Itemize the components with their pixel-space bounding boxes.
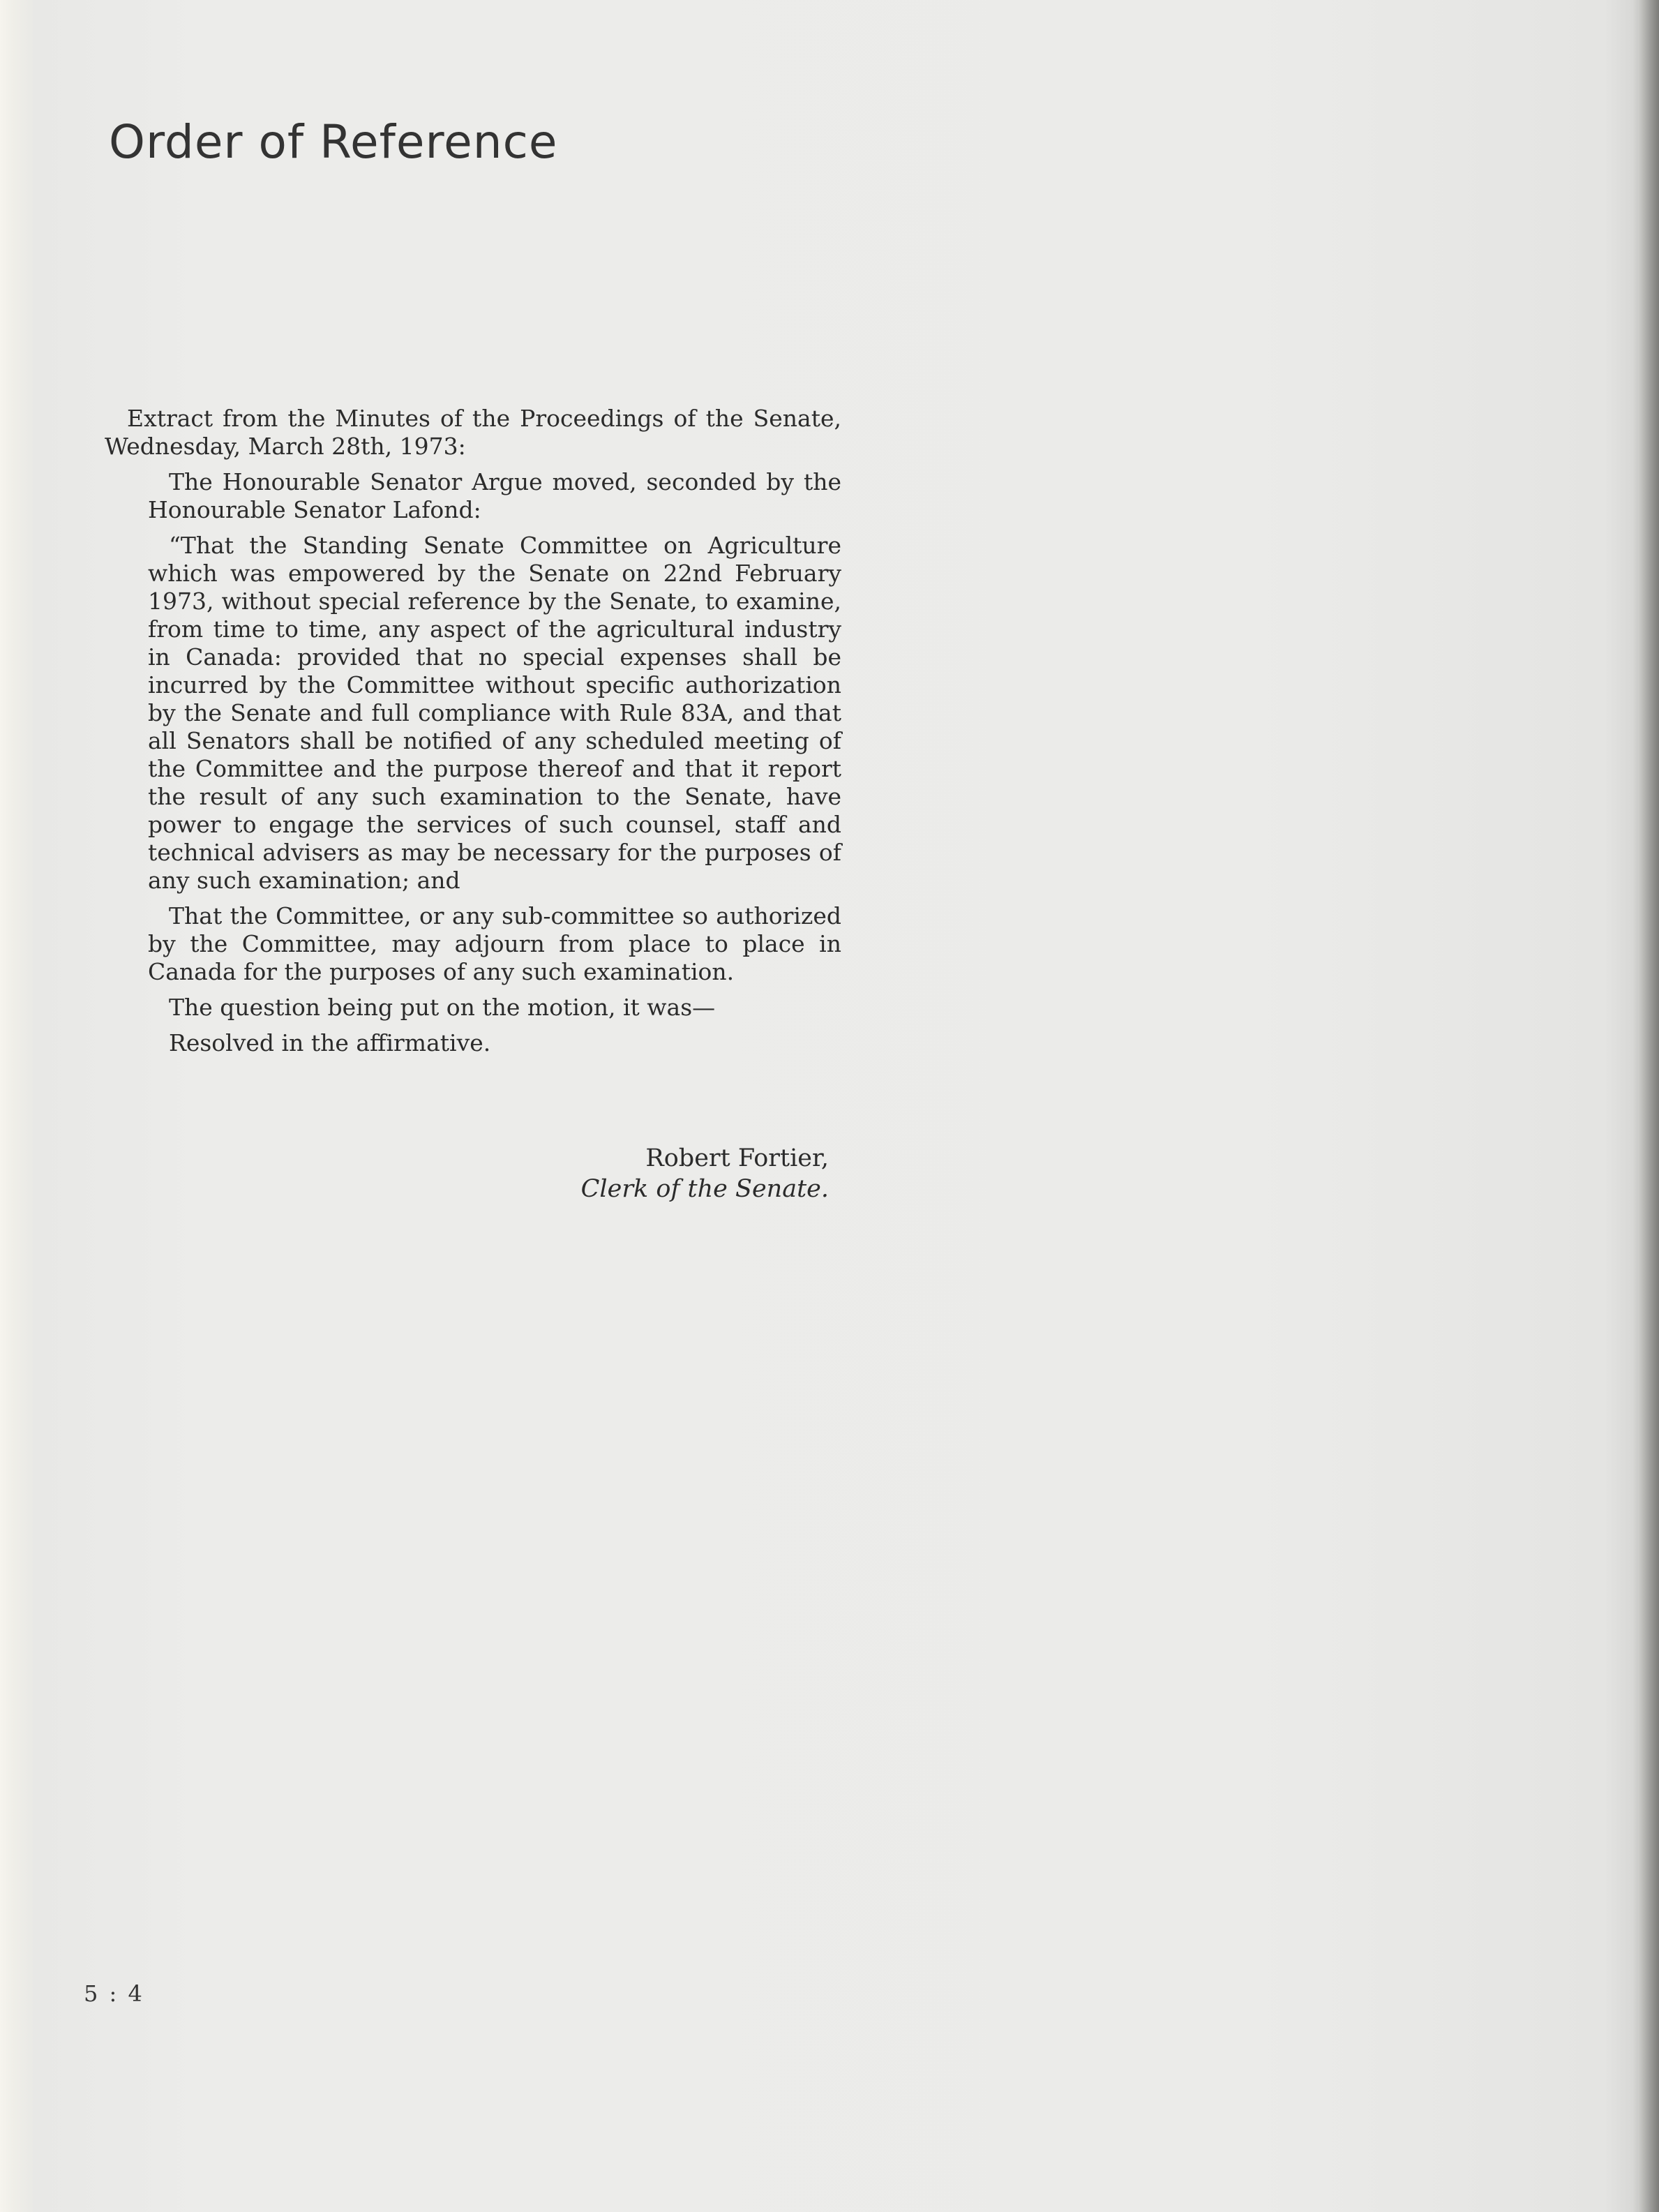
intro-paragraph: Extract from the Minutes of the Proceedings of the Senate, Wednesday, March 28th, 1973: [105, 405, 841, 460]
signature-block [488, 1143, 829, 1204]
page-edge [1638, 0, 1659, 2212]
signature-name: Robert Fortier, [645, 1144, 829, 1172]
page-number: 5 : 4 [84, 1980, 144, 2007]
question-paragraph: The question being put on the motion, it was— [169, 994, 716, 1021]
page-title: Order of Reference [109, 115, 558, 169]
resolution-paragraph-1: “That the Standing Senate Committee on Agriculture which was empowered by the Senate on 22nd February 1973, without special reference by the Senate, to examine, from time to time, any aspect of the agricultural industry in Canada: provided that no special expenses shall be incurred by the Committee without specific authorization by the Senate and full compliance with Rule 83A, and that all Senators shall be notified of any scheduled meeting of the Committee and the purpose thereof and that it report the result of any such examination to the Senate, have power to engage the services of such counsel, staff and technical advisers as may be necessary for the purposes of any such examination; and [148, 532, 841, 894]
binding-shadow [0, 0, 33, 2212]
resolved-paragraph: Resolved in the affirmative. [169, 1029, 491, 1056]
motion-paragraph: The Honourable Senator Argue moved, seconded by the Honourable Senator Lafond: [148, 468, 841, 523]
resolution-paragraph-2: That the Committee, or any sub-committee so authorized by the Committee, may adjourn from place to place in Canada for the purposes of any such examination. [148, 902, 841, 985]
body-text [105, 405, 841, 1065]
signature-title: Clerk of the Senate. [580, 1175, 829, 1203]
